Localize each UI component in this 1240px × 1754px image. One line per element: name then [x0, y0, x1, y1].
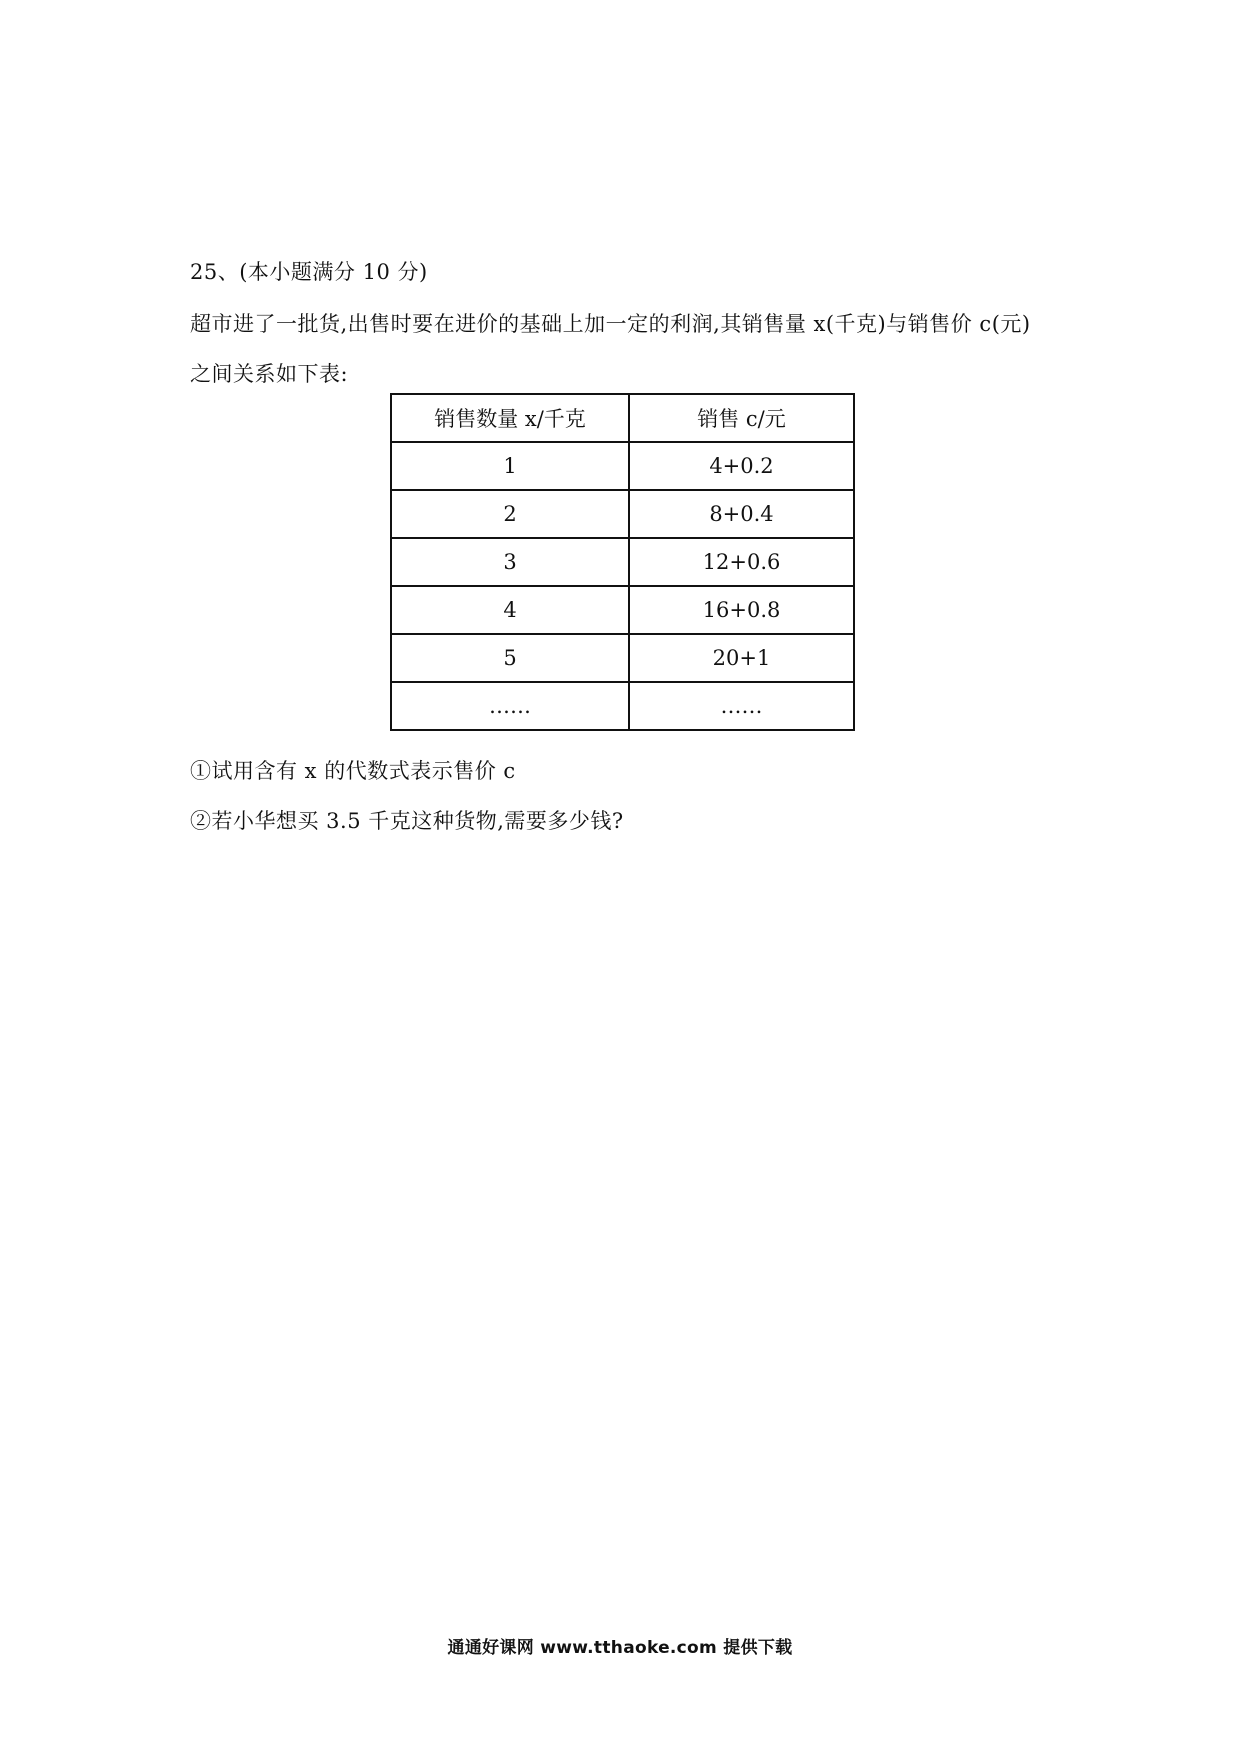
table-row — [391, 490, 854, 538]
question-header: 25、(本小题满分 10 分) — [190, 260, 428, 284]
cell-quantity: 3 — [391, 538, 629, 586]
table-header-row — [391, 394, 854, 442]
question-text-line-2: 之间关系如下表: — [190, 362, 349, 386]
sub-question-1: ①试用含有 x 的代数式表示售价 c — [190, 759, 516, 783]
table-row — [391, 538, 854, 586]
header-quantity: 销售数量 x/千克 — [391, 394, 629, 442]
table-row — [391, 586, 854, 634]
question-text-line-1: 超市进了一批货,出售时要在进价的基础上加一定的利润,其销售量 x(千克)与销售价 c(元) — [190, 312, 1031, 336]
cell-quantity: 5 — [391, 634, 629, 682]
table-row — [391, 634, 854, 682]
cell-price: 8+0.4 — [629, 490, 854, 538]
table-row — [391, 442, 854, 490]
cell-quantity: 1 — [391, 442, 629, 490]
cell-quantity: 2 — [391, 490, 629, 538]
sales-table — [390, 393, 855, 731]
sub-question-2: ②若小华想买 3.5 千克这种货物,需要多少钱? — [190, 809, 624, 833]
page-footer: 通通好课网 www.tthaoke.com 提供下载 — [447, 1638, 793, 1658]
cell-price: 12+0.6 — [629, 538, 854, 586]
cell-price: 20+1 — [629, 634, 854, 682]
cell-quantity: 4 — [391, 586, 629, 634]
table-row — [391, 682, 854, 730]
cell-price: 4+0.2 — [629, 442, 854, 490]
cell-price: …… — [629, 682, 854, 730]
cell-price: 16+0.8 — [629, 586, 854, 634]
cell-quantity: …… — [391, 682, 629, 730]
header-price: 销售 c/元 — [629, 394, 854, 442]
